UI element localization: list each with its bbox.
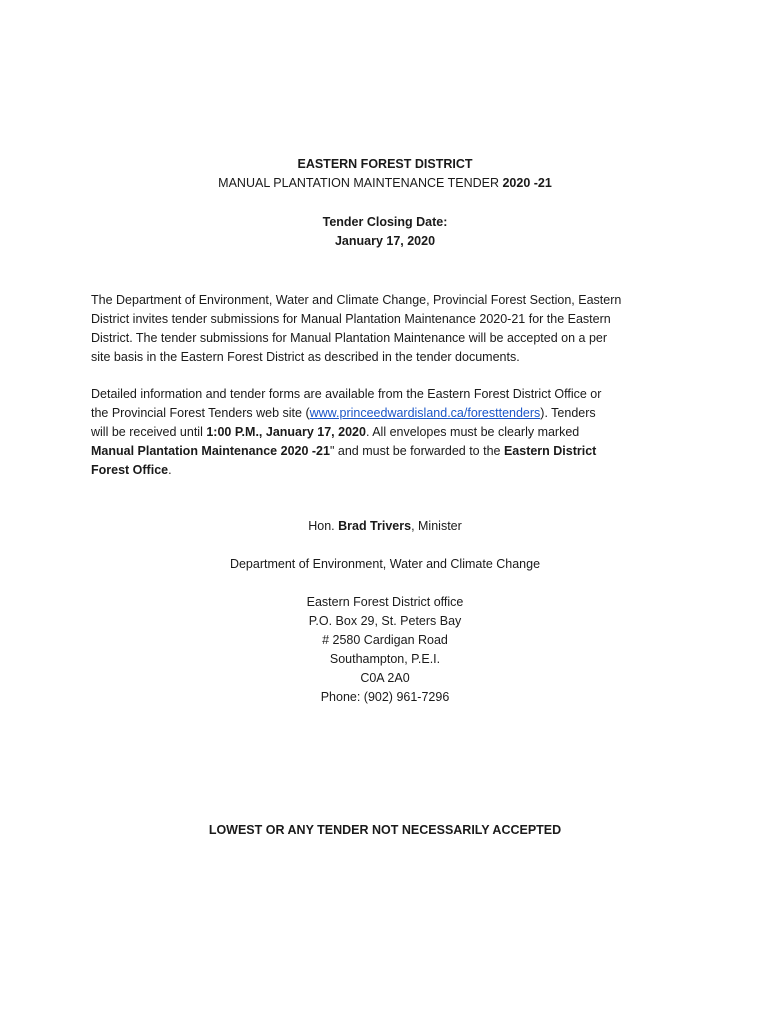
closing-date-label: Tender Closing Date: bbox=[322, 215, 448, 229]
address-postal-code: C0A 2A0 bbox=[360, 671, 410, 685]
address-street: # 2580 Cardigan Road bbox=[322, 633, 448, 647]
address-town: Southampton, P.E.I. bbox=[329, 652, 441, 666]
deadline-text: 1:00 P.M., January 17, 2020 bbox=[206, 425, 366, 439]
paragraph-line: Forest Office. bbox=[91, 463, 172, 477]
address-phone: Phone: (902) 961-7296 bbox=[320, 690, 450, 704]
disclaimer: LOWEST OR ANY TENDER NOT NECESSARILY ACCEPTED bbox=[208, 823, 562, 837]
closing-date-block bbox=[0, 213, 770, 251]
address-po-box: P.O. Box 29, St. Peters Bay bbox=[308, 614, 462, 628]
paragraph-line: Manual Plantation Maintenance 2020 -21" and must be forwarded to the Eastern District bbox=[91, 444, 597, 458]
paragraph-line: the Provincial Forest Tenders web site (www.princeedwardisland.ca/foresttenders). Tenders bbox=[91, 406, 596, 420]
address-office: Eastern Forest District office bbox=[306, 595, 464, 609]
paragraph-line: Detailed information and tender forms are available from the Eastern Forest District Office or bbox=[91, 387, 602, 401]
paragraph-line: will be received until 1:00 P.M., January 17, 2020. All envelopes must be clearly marked bbox=[91, 425, 580, 439]
minister-line: Hon. Brad Trivers, Minister bbox=[308, 519, 462, 533]
invitation-paragraph bbox=[91, 291, 681, 367]
details-paragraph bbox=[91, 385, 681, 480]
paragraph-line: The Department of Environment, Water and Climate Change, Provincial Forest Section, Eastern bbox=[91, 293, 622, 307]
paragraph-line: District. The tender submissions for Manual Plantation Maintenance will be accepted on a per bbox=[91, 331, 608, 345]
paragraph-line: site basis in the Eastern Forest District as described in the tender documents. bbox=[91, 350, 520, 364]
office-address bbox=[0, 593, 770, 707]
document-header bbox=[0, 155, 770, 193]
closing-date-value: January 17, 2020 bbox=[334, 234, 436, 248]
tender-title: MANUAL PLANTATION MAINTENANCE TENDER 2020 -21 bbox=[218, 176, 552, 190]
department-name: Department of Environment, Water and Climate Change bbox=[229, 557, 541, 571]
minister-name: Brad Trivers bbox=[338, 519, 412, 533]
forest-tenders-link[interactable]: www.princeedwardisland.ca/foresttenders bbox=[309, 406, 541, 420]
district-title: EASTERN FOREST DISTRICT bbox=[297, 157, 473, 171]
paragraph-line: District invites tender submissions for Manual Plantation Maintenance 2020-21 for the Eastern bbox=[91, 312, 611, 326]
